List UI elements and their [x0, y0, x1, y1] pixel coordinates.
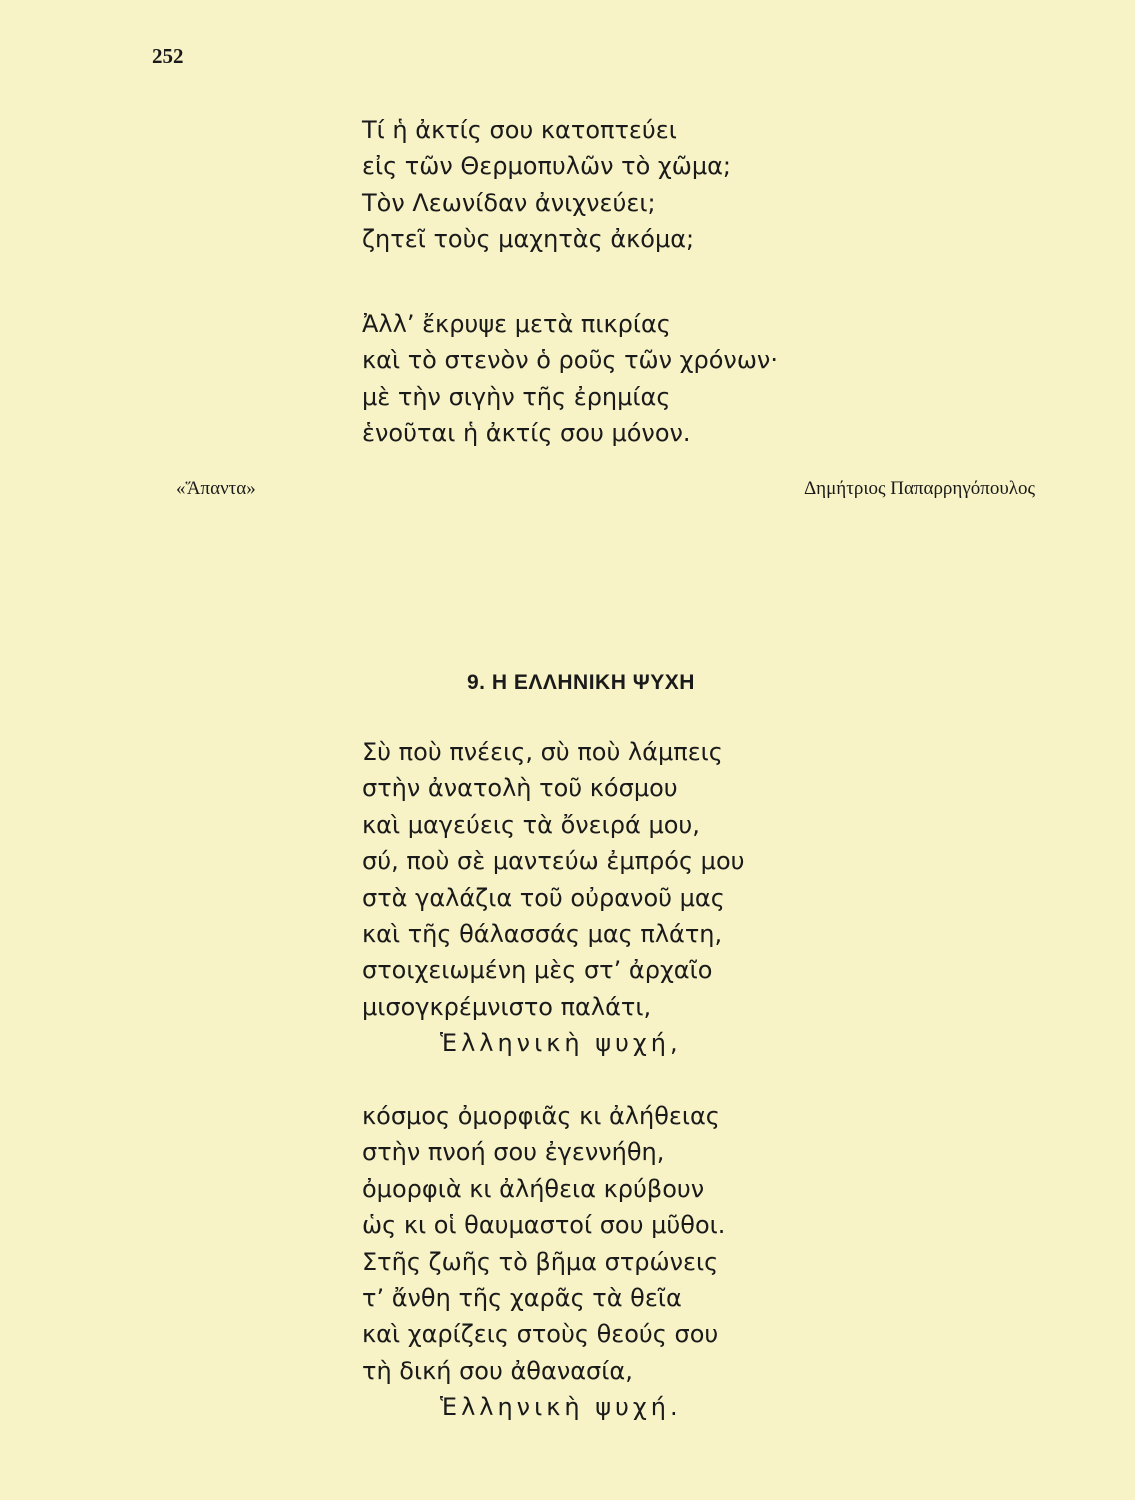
poem-line: σύ, ποὺ σὲ μαντεύω ἐμπρός μου: [362, 847, 745, 876]
poem-line: τὴ δική σου ἀθανασία,: [362, 1356, 633, 1385]
poem-1-stanza-2: [362, 306, 778, 452]
poem-line: Στῆς ζωῆς τὸ βῆμα στρώνεις: [362, 1247, 719, 1276]
poem-line: στὴν πνοή σου ἐγεννήθη,: [362, 1138, 665, 1167]
poem-line: καὶ τὸ στενὸν ὁ ροῦς τῶν χρόνων·: [362, 346, 778, 375]
poem-line: στὴν ἀνατολὴ τοῦ κόσμου: [362, 774, 678, 803]
poem-line: κόσμος ὀμορφιᾶς κι ἀλήθειας: [362, 1102, 720, 1130]
poem-2-stanza-1: [362, 734, 745, 1062]
poem-line: καὶ τῆς θάλασσάς μας πλάτη,: [362, 919, 723, 948]
poem-line: εἰς τῶν Θερμοπυλῶν τὸ χῶμα;: [362, 152, 732, 181]
poem-line: μισογκρέμνιστο παλάτι,: [362, 992, 652, 1021]
poem-line: τ’ ἄνθη τῆς χαρᾶς τὰ θεῖα: [362, 1283, 682, 1312]
poem-line: Τί ἡ ἀκτίς σου κατοπτεύει: [362, 116, 677, 144]
poem-line: Ἀλλ’ ἔκρυψε μετὰ πικρίας: [362, 310, 671, 338]
poem-1-stanza-1: [362, 112, 731, 258]
poem-line: ὡς κι οἱ θαυμαστοί σου μῦθοι.: [362, 1211, 726, 1240]
poem-line: Τὸν Λεωνίδαν ἀνιχνεύει;: [362, 188, 656, 217]
poem-line: καὶ μαγεύεις τὰ ὄνειρά μου,: [362, 810, 700, 839]
poem-line: στοιχειωμένη μὲς στ’ ἀρχαῖο: [362, 956, 713, 985]
poem-title: 9. Η ΕΛΛΗΝΙΚΗ ΨΥΧΗ: [467, 671, 695, 694]
poem-author: Δημήτριος Παπαρρηγόπουλος: [803, 478, 1035, 499]
poem-2-stanza-2: [362, 1098, 725, 1426]
poem-line: ζητεῖ τοὺς μαχητὰς ἀκόμα;: [362, 225, 695, 254]
poem-source: «Ἅπαντα»: [176, 478, 256, 499]
poem-line: ὀμορφιὰ κι ἀλήθεια κρύβουν: [362, 1174, 705, 1203]
poem-refrain: Ἑλληνικὴ ψυχή.: [440, 1393, 682, 1422]
poem-line: ἑνοῦται ἡ ἀκτίς σου μόνον.: [362, 419, 691, 448]
poem-refrain: Ἑλληνικὴ ψυχή,: [440, 1029, 682, 1058]
page-number: 252: [152, 44, 184, 68]
poem-line: στὰ γαλάζια τοῦ οὐρανοῦ μας: [362, 883, 725, 912]
poem-line: Σὺ ποὺ πνέεις, σὺ ποὺ λάμπεις: [362, 738, 723, 766]
poem-line: καὶ χαρίζεις στοὺς θεούς σου: [362, 1320, 719, 1349]
poem-line: μὲ τὴν σιγὴν τῆς ἐρημίας: [362, 382, 671, 411]
